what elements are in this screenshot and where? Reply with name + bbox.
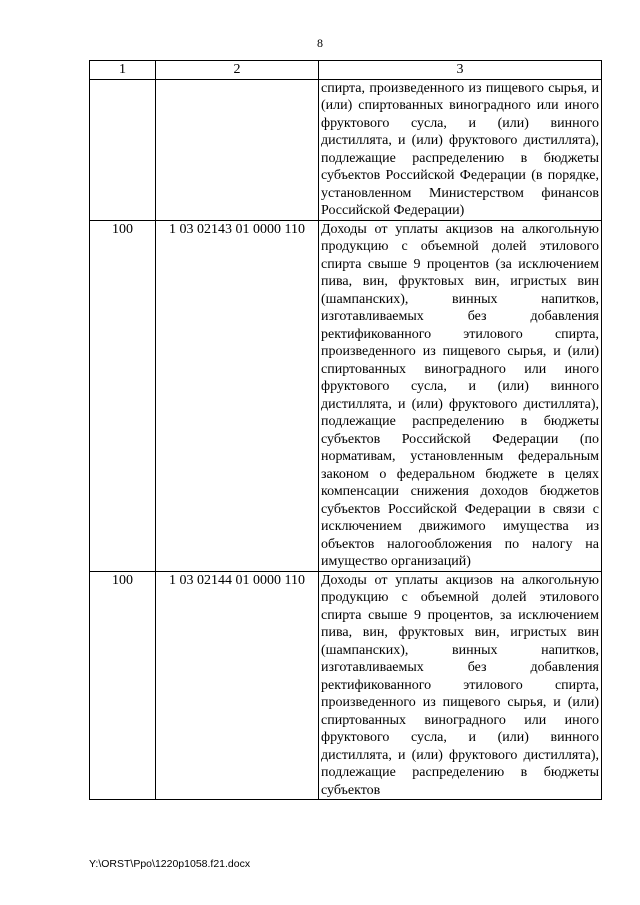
footer-file-path: Y:\ORST\Ppo\1220p1058.f21.docx bbox=[89, 858, 251, 870]
column-header-3: 3 bbox=[319, 61, 602, 80]
table-row bbox=[90, 220, 602, 571]
admin-code-cell bbox=[90, 79, 156, 220]
description-cell: Доходы от уплаты акцизов на алкогольную продукцию с объемной долей этилового спирта свыше 9 процентов (за исключением пива, вин, фруктовых вин, игристых вин (шампанских), винных напитков, изготавливаемых без добавления ректификованного этилового спирта, произведенного из пищевого сырья, и (или) спиртованных виноградного или иного фруктового сусла, и (или) винного дистиллята, и (или) фруктового дистиллята), подлежащие распределению в бюджеты субъектов Российской Федерации (по нормативам, установленным федеральным законом о федеральном бюджете в целях компенсации снижения доходов бюджетов субъектов Российской Федерации в связи с исключением движимого имущества из объектов налогообложения по налогу на имущество организаций) bbox=[319, 220, 602, 571]
description-cell: спирта, произведенного из пищевого сырья, и (или) спиртованных виноградного или иного фруктового сусла, и (или) винного дистиллята, и (или) фруктового дистиллята), подлежащие распределению в бюджеты субъектов Российской Федерации (в порядке, установленном Министерством финансов Российской Федерации) bbox=[319, 79, 602, 220]
kbk-code-cell: 1 03 02143 01 0000 110 bbox=[156, 220, 319, 571]
column-header-2: 2 bbox=[156, 61, 319, 80]
budget-table bbox=[89, 60, 602, 800]
description-cell: Доходы от уплаты акцизов на алкогольную продукцию с объемной долей этилового спирта свыше 9 процентов, за исключением пива, вин, фруктовых вин, игристых вин (шампанских), винных напитков, изготавливаемых без добавления ректификованного этилового спирта, произведенного из пищевого сырья, и (или) спиртованных виноградного или иного фруктового сусла, и (или) винного дистиллята, и (или) фруктового дистиллята), подлежащие распределению в бюджеты субъектов bbox=[319, 571, 602, 800]
table-row bbox=[90, 79, 602, 220]
table-header-row bbox=[90, 61, 602, 80]
kbk-code-cell: 1 03 02144 01 0000 110 bbox=[156, 571, 319, 800]
kbk-code-cell bbox=[156, 79, 319, 220]
column-header-1: 1 bbox=[90, 61, 156, 80]
admin-code-cell: 100 bbox=[90, 220, 156, 571]
page-number: 8 bbox=[317, 36, 323, 50]
table-row bbox=[90, 571, 602, 800]
admin-code-cell: 100 bbox=[90, 571, 156, 800]
